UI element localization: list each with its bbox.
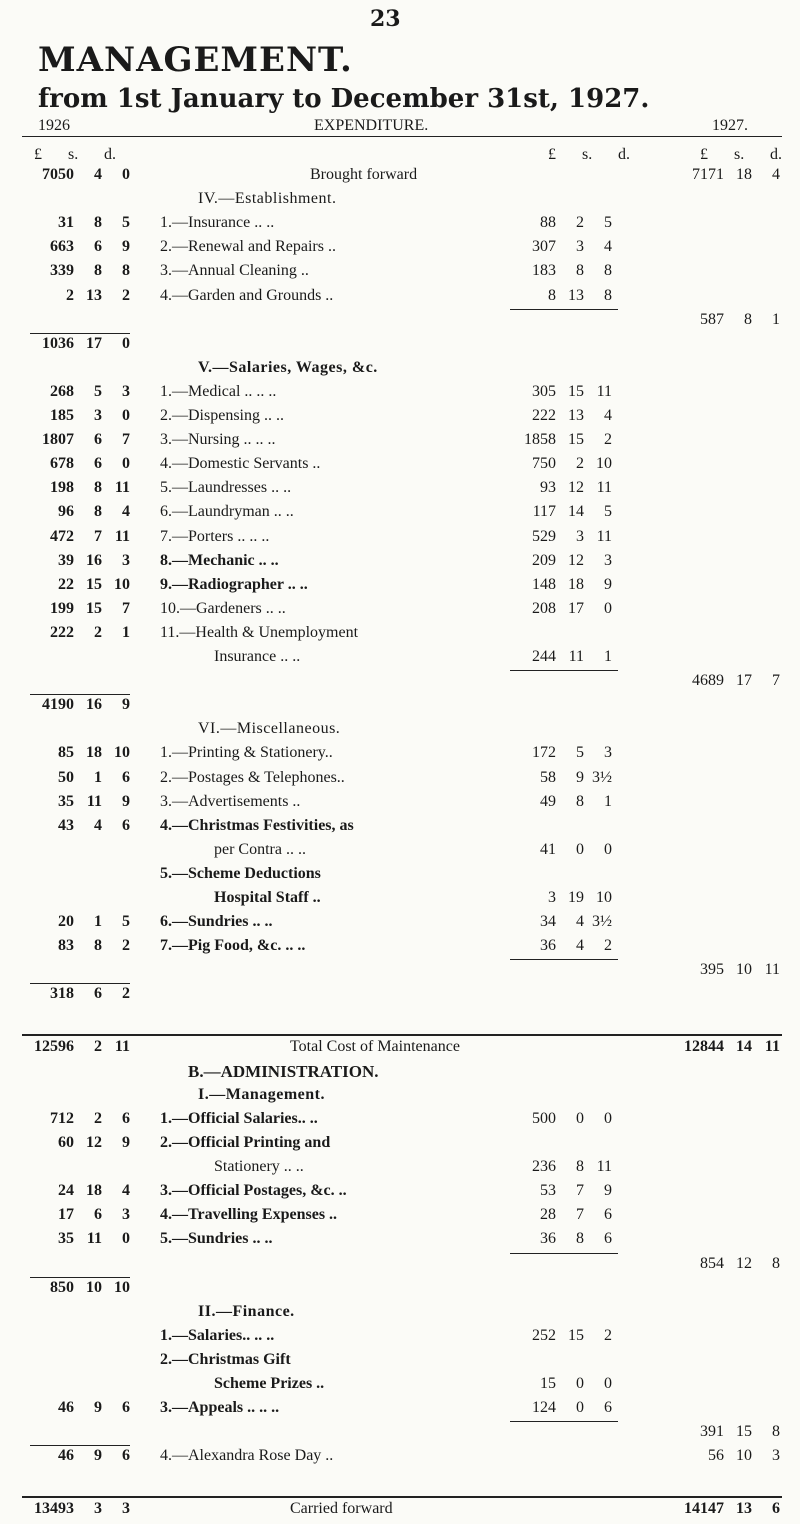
ledger-row <box>0 817 800 841</box>
ledger-row <box>0 238 800 262</box>
amount-1926: 4190 16 9 <box>42 696 130 714</box>
row-label: per Contra .. .. <box>214 840 306 858</box>
ledger-row <box>0 913 800 937</box>
ledger-row <box>0 1423 800 1447</box>
amount-1926: 678 6 0 <box>50 455 130 473</box>
ledger-row <box>0 1303 800 1327</box>
row-label: 8.—Mechanic .. .. <box>160 551 279 569</box>
ledger-row <box>0 287 800 311</box>
ledger-row <box>0 937 800 961</box>
amount-1926: 20 1 5 <box>58 913 130 931</box>
amount-1926: 7050 4 0 <box>42 166 130 183</box>
left-subtotal-rule <box>30 983 130 984</box>
hdr-left-pounds: £ <box>34 146 42 163</box>
row-label: 4.—Travelling Expenses .. <box>160 1206 338 1224</box>
row-label: 3.—Annual Cleaning .. <box>160 262 309 280</box>
amount-1927-item: 244 11 1 <box>532 648 612 665</box>
amount-1926: 60 12 9 <box>58 1134 130 1151</box>
amount-1926: 96 8 4 <box>58 503 130 521</box>
ledger-row <box>0 552 800 576</box>
ledger-row <box>0 961 800 985</box>
ledger-row <box>0 1327 800 1351</box>
amount-1926: 46 9 6 <box>58 1399 130 1417</box>
amount-1926: 268 5 3 <box>50 382 130 400</box>
total-rule <box>22 1496 782 1498</box>
amount-1927-total: 854 12 8 <box>700 1254 780 1272</box>
amount-1926: 199 15 7 <box>50 599 130 617</box>
amount-1927-item: 49 8 1 <box>540 792 612 810</box>
amount-1926: 318 6 2 <box>50 985 130 1003</box>
left-subtotal-rule <box>30 333 130 334</box>
amount-1927-item: 172 5 3 <box>532 744 612 762</box>
ledger-row <box>0 262 800 286</box>
ledger-row <box>0 576 800 600</box>
ledger-row <box>0 1038 800 1062</box>
row-label: B.—ADMINISTRATION. <box>188 1061 379 1081</box>
row-label: Brought forward <box>310 166 418 183</box>
ledger-row <box>0 696 800 720</box>
row-label: 2.—Christmas Gift <box>160 1350 291 1368</box>
ledger-row <box>0 1471 800 1495</box>
amount-1927-total: 14147 13 6 <box>684 1499 780 1517</box>
subtotal-rule <box>510 1421 618 1422</box>
row-label: 5.—Sundries .. .. <box>160 1230 273 1248</box>
amount-1926: 222 2 1 <box>50 623 130 641</box>
row-label: 3.—Official Postages, &c. .. <box>160 1182 347 1200</box>
hdr-right-pence: d. <box>770 146 782 163</box>
hdr-mid-pounds: £ <box>548 146 556 163</box>
ledger-row <box>0 1134 800 1158</box>
ledger-row <box>0 1062 800 1086</box>
left-subtotal-rule <box>30 694 130 695</box>
amount-1926: 43 4 6 <box>58 816 130 834</box>
amount-1927-total: 391 15 8 <box>700 1423 780 1441</box>
row-label: 2.—Postages & Telephones.. <box>160 768 345 786</box>
amount-1926: 663 6 9 <box>50 238 130 256</box>
hdr-right-pounds: £ <box>700 146 708 163</box>
row-label: 2.—Official Printing and <box>160 1134 331 1151</box>
row-label: 11.—Health & Unemployment <box>160 623 359 641</box>
amount-1926: 472 7 11 <box>50 527 130 545</box>
amount-1927-total: 56 10 3 <box>708 1447 780 1465</box>
row-label: V.—Salaries, Wages, &c. <box>198 358 378 376</box>
ledger-row <box>0 624 800 648</box>
ledger-row <box>0 1447 800 1471</box>
ledger-row <box>0 190 800 214</box>
page-subtitle: from 1st January to December 31st, 1927. <box>38 84 650 114</box>
amount-1927-total: 395 10 11 <box>700 961 780 979</box>
row-label: 3.—Appeals .. .. .. <box>160 1399 280 1417</box>
row-label: 3.—Nursing .. .. .. <box>160 431 276 449</box>
amount-1926: 22 15 10 <box>58 575 130 593</box>
amount-1927-item: 529 3 11 <box>532 527 612 545</box>
amount-1927-item: 209 12 3 <box>532 551 612 569</box>
row-label: Stationery .. .. <box>214 1158 304 1176</box>
amount-1927-item: 36 8 6 <box>540 1230 612 1248</box>
amount-1927-item: 58 9 3½ <box>540 768 612 786</box>
ledger-row <box>0 214 800 238</box>
hdr-mid-shillings: s. <box>582 146 593 163</box>
amount-1926: 850 10 10 <box>50 1278 130 1296</box>
ledger-row <box>0 311 800 335</box>
ledger-row <box>0 841 800 865</box>
row-label: Insurance .. .. <box>214 648 301 665</box>
amount-1927-item: 222 13 4 <box>532 407 612 424</box>
amount-1926: 83 8 2 <box>58 937 130 955</box>
amount-1927-item: 124 0 6 <box>532 1399 612 1417</box>
ledger-row <box>0 1086 800 1110</box>
year-right: 1927. <box>712 117 748 134</box>
ledger-row <box>0 359 800 383</box>
row-label: 3.—Advertisements .. <box>160 792 301 810</box>
amount-1926: 46 9 6 <box>58 1447 130 1465</box>
row-label: I.—Management. <box>198 1085 325 1103</box>
amount-1926: 1807 6 7 <box>42 431 130 449</box>
ledger-row <box>0 985 800 1009</box>
amount-1927-total: 587 8 1 <box>700 310 780 328</box>
row-label: 7.—Porters .. .. .. <box>160 527 270 545</box>
ledger-row <box>0 407 800 431</box>
ledger-row <box>0 1399 800 1423</box>
row-label: 5.—Laundresses .. .. <box>160 479 292 497</box>
row-label: 6.—Sundries .. .. <box>160 913 273 931</box>
row-label: 1.—Salaries.. .. .. <box>160 1326 275 1344</box>
ledger-row <box>0 166 800 190</box>
ledger-row <box>0 431 800 455</box>
amount-1927-item: 148 18 9 <box>532 575 612 593</box>
amount-1927-item: 183 8 8 <box>532 262 612 280</box>
amount-1927-item: 34 4 3½ <box>540 913 612 931</box>
amount-1926: 35 11 0 <box>58 1230 130 1248</box>
expenditure-heading: EXPENDITURE. <box>314 117 429 134</box>
amount-1927-total: 7171 18 4 <box>692 166 780 183</box>
ledger-row <box>0 769 800 793</box>
amount-1927-item: 305 15 11 <box>532 382 612 400</box>
row-label: 7.—Pig Food, &c. .. .. <box>160 937 306 955</box>
hdr-left-shillings: s. <box>68 146 79 163</box>
amount-1927-item: 1858 15 2 <box>524 431 612 449</box>
ledger-row <box>0 1375 800 1399</box>
row-label: 10.—Gardeners .. .. <box>160 599 286 617</box>
ledger-row <box>0 479 800 503</box>
ledger-row <box>0 1500 800 1524</box>
amount-1927-item: 500 0 0 <box>532 1109 612 1127</box>
ledger-row <box>0 1255 800 1279</box>
ledger-row <box>0 455 800 479</box>
ledger-row <box>0 672 800 696</box>
amount-1926: 2 13 2 <box>66 286 130 304</box>
row-label: 4.—Christmas Festivities, as <box>160 816 354 834</box>
ledger-row <box>0 865 800 889</box>
row-label: 2.—Dispensing .. .. <box>160 407 284 424</box>
amount-1926: 35 11 9 <box>58 792 130 810</box>
ledger-row <box>0 793 800 817</box>
row-label: 4.—Domestic Servants .. <box>160 455 321 473</box>
ledger-row <box>0 889 800 913</box>
amount-1927-item: 8 13 8 <box>548 286 612 304</box>
amount-1926: 31 8 5 <box>58 214 130 232</box>
row-label: 4.—Alexandra Rose Day .. <box>160 1447 334 1465</box>
subtotal-rule <box>510 1253 618 1254</box>
ledger-row <box>0 1182 800 1206</box>
amount-1926: 50 1 6 <box>58 768 130 786</box>
amount-1927-item: 36 4 2 <box>540 937 612 955</box>
hdr-right-shillings: s. <box>734 146 745 163</box>
amount-1926: 712 2 6 <box>50 1109 130 1127</box>
amount-1926: 185 3 0 <box>50 407 130 424</box>
row-label: Hospital Staff .. <box>214 889 321 906</box>
hdr-mid-pence: d. <box>618 146 630 163</box>
row-label: 1.—Official Salaries.. .. <box>160 1109 318 1127</box>
header-rule <box>22 136 782 137</box>
amount-1926: 12596 2 11 <box>34 1037 130 1055</box>
row-label: 9.—Radiographer .. .. <box>160 575 308 593</box>
ledger-row <box>0 648 800 672</box>
ledger-row <box>0 383 800 407</box>
amount-1927-total: 4689 17 7 <box>692 672 780 690</box>
subtotal-rule <box>510 959 618 960</box>
page-number: 23 <box>370 6 401 32</box>
row-label: 1.—Medical .. .. .. <box>160 382 277 400</box>
amount-1926: 39 16 3 <box>58 551 130 569</box>
amount-1927-item: 41 0 0 <box>540 840 612 858</box>
row-label: Scheme Prizes .. <box>214 1375 325 1392</box>
ledger-row <box>0 600 800 624</box>
amount-1926: 24 18 4 <box>58 1182 130 1200</box>
amount-1927-item: 208 17 0 <box>532 599 612 617</box>
row-label: IV.—Establishment. <box>198 190 337 208</box>
row-label: 4.—Garden and Grounds .. <box>160 286 334 304</box>
ledger-row <box>0 1351 800 1375</box>
amount-1927-item: 750 2 10 <box>532 455 612 473</box>
row-label: 2.—Renewal and Repairs .. <box>160 238 336 256</box>
row-label: Total Cost of Maintenance <box>290 1037 460 1055</box>
amount-1926: 1036 17 0 <box>42 334 130 352</box>
ledger-row <box>0 1110 800 1134</box>
ledger-row <box>0 503 800 527</box>
row-label: 1.—Printing & Stationery.. <box>160 744 333 762</box>
amount-1927-item: 53 7 9 <box>540 1182 612 1200</box>
subtotal-rule <box>510 670 618 671</box>
row-label: 6.—Laundryman .. .. <box>160 503 294 521</box>
amount-1927-item: 93 12 11 <box>540 479 612 497</box>
amount-1926: 339 8 8 <box>50 262 130 280</box>
subtotal-rule <box>510 309 618 310</box>
ledger-row <box>0 1206 800 1230</box>
amount-1927-item: 307 3 4 <box>532 238 612 256</box>
amount-1926: 13493 3 3 <box>34 1499 130 1517</box>
row-label: VI.—Miscellaneous. <box>198 720 341 738</box>
row-label: 1.—Insurance .. .. <box>160 214 275 232</box>
amount-1927-item: 28 7 6 <box>540 1206 612 1224</box>
total-rule <box>22 1034 782 1036</box>
left-subtotal-rule <box>30 1445 130 1446</box>
amount-1927-item: 117 14 5 <box>532 503 612 521</box>
ledger-row <box>0 1010 800 1034</box>
ledger-row <box>0 1279 800 1303</box>
row-label: 5.—Scheme Deductions <box>160 864 321 882</box>
year-left: 1926 <box>38 117 70 134</box>
amount-1926: 17 6 3 <box>58 1206 130 1224</box>
row-label: Carried forward <box>290 1499 393 1517</box>
amount-1927-total: 12844 14 11 <box>684 1037 780 1055</box>
amount-1927-item: 15 0 0 <box>540 1375 612 1392</box>
amount-1927-item: 252 15 2 <box>532 1326 612 1344</box>
row-label: II.—Finance. <box>198 1302 295 1320</box>
ledger-row <box>0 335 800 359</box>
amount-1926: 198 8 11 <box>50 479 130 497</box>
left-subtotal-rule <box>30 1277 130 1278</box>
amount-1927-item: 88 2 5 <box>540 214 612 232</box>
ledger-row <box>0 1158 800 1182</box>
ledger-row <box>0 528 800 552</box>
amount-1927-item: 3 19 10 <box>548 889 612 906</box>
amount-1927-item: 236 8 11 <box>532 1158 612 1176</box>
ledger-row <box>0 720 800 744</box>
page-title: MANAGEMENT. <box>38 40 353 80</box>
hdr-left-pence: d. <box>104 146 116 163</box>
ledger-row <box>0 744 800 768</box>
amount-1926: 85 18 10 <box>58 744 130 762</box>
